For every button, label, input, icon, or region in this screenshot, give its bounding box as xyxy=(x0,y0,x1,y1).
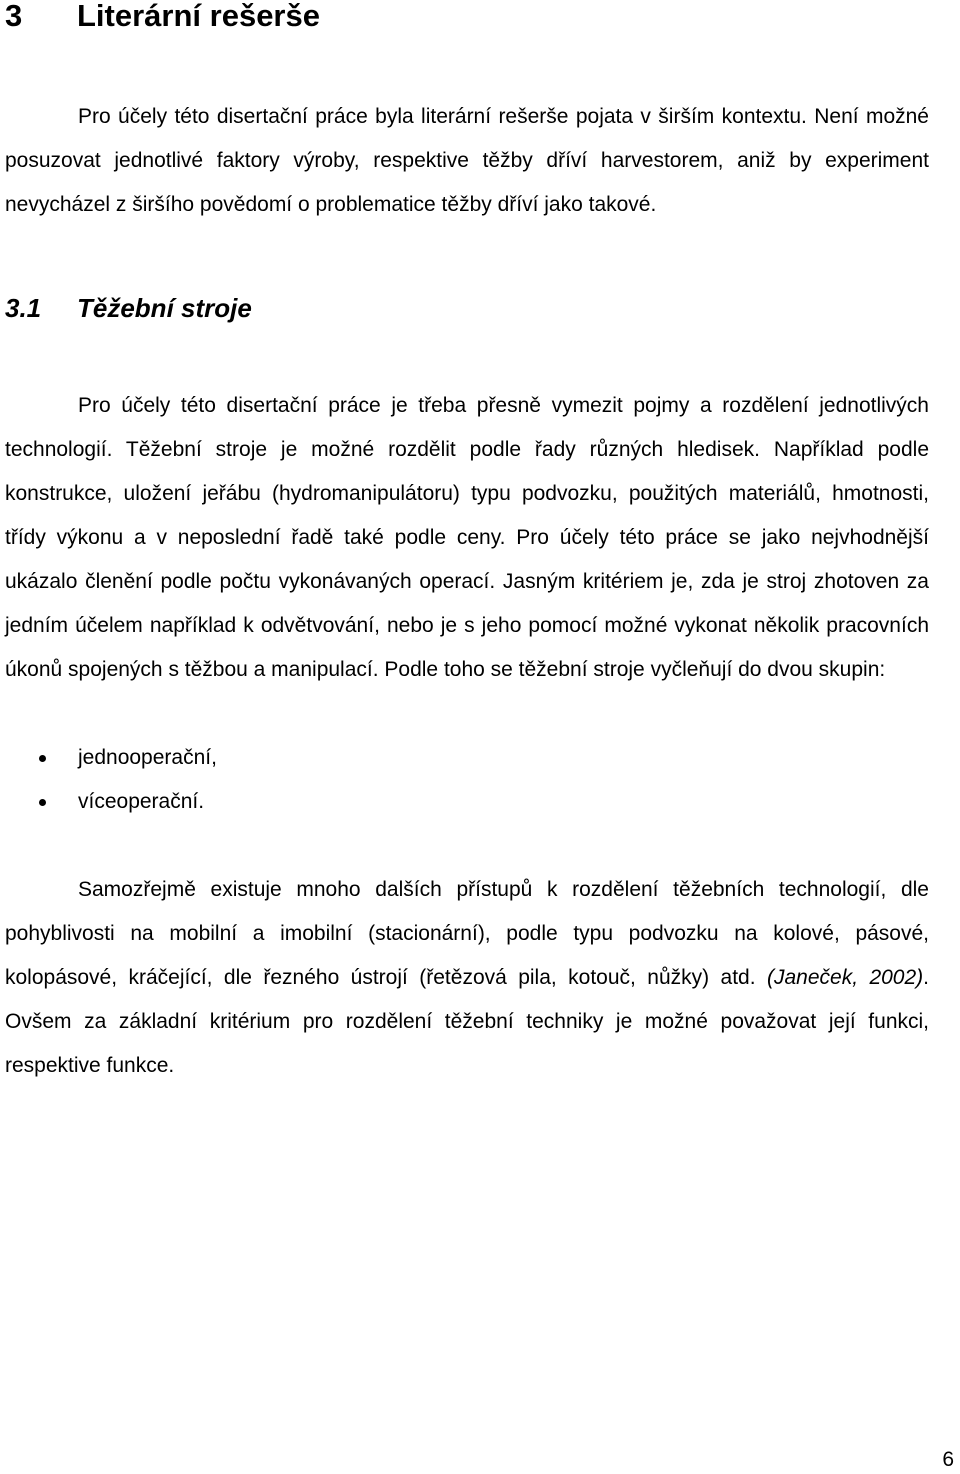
section-heading xyxy=(5,293,929,323)
section-paragraph: Pro účely této disertační práce je třeba přesně vymezit pojmy a rozdělení jednotlivých technologií. Těžební stroje je možné rozdělit podle řady různých hledisek. Například podle konstrukce, uložení jeřábu (hydromanipulátoru) typu podvozku, použitých materiálů, hmotnosti, třídy výkonu a v neposlední řadě také podle ceny. Pro účely této práce se jako nejvhodnější ukázalo členění podle počtu vykonávaných operací. Jasným kritériem je, zda je stroj zhotoven za jedním účelem například k odvětvování, nebo je s jeho pomocí možné vykonat několik pracovních úkonů spojených s těžbou a manipulací. Podle toho se těžební stroje vyčleňují do dvou skupin: xyxy=(5,394,929,681)
section-number: 3.1 xyxy=(5,293,42,323)
intro-paragraph: Pro účely této disertační práce byla literární rešerše pojata v širším kontextu. Není možné posuzovat jednotlivé faktory výroby, respektive těžby dříví harvestorem, aniž by experiment nevycházel z širšího povědomí o problematice těžby dříví jako takové. xyxy=(5,105,929,216)
bullet-icon xyxy=(39,755,46,762)
closing-text-start: Samozřejmě existuje mnoho dalších přístupů k rozdělení těžebních technologií, dle pohyblivosti na mobilní a imobilní (stacionární), podle typu podvozku na kolové, pásové, kolopásové, kráčející, dle řezného ústrojí (řetězová pila, kotouč, nůžky) atd. xyxy=(5,878,929,989)
section-title: Těžební stroje xyxy=(77,293,252,323)
page-content xyxy=(5,0,929,1088)
list-item-text: jednooperační, xyxy=(78,746,217,769)
list-item-text: víceoperační. xyxy=(78,790,205,813)
chapter-number: 3 xyxy=(5,0,23,33)
citation: (Janeček, 2002) xyxy=(766,966,924,989)
bullet-list xyxy=(5,736,929,824)
list-item xyxy=(5,780,929,824)
page-number: 6 xyxy=(942,1448,954,1471)
chapter-heading xyxy=(5,0,929,31)
chapter-title: Literární rešerše xyxy=(77,0,320,33)
list-item xyxy=(5,736,929,780)
closing-paragraph xyxy=(5,868,929,1088)
closing-text-end: . Ovšem za základní kritérium pro rozdělení těžební techniky je možné považovat její funkci, respektive funkce. xyxy=(5,966,929,1077)
bullet-icon xyxy=(39,799,46,806)
